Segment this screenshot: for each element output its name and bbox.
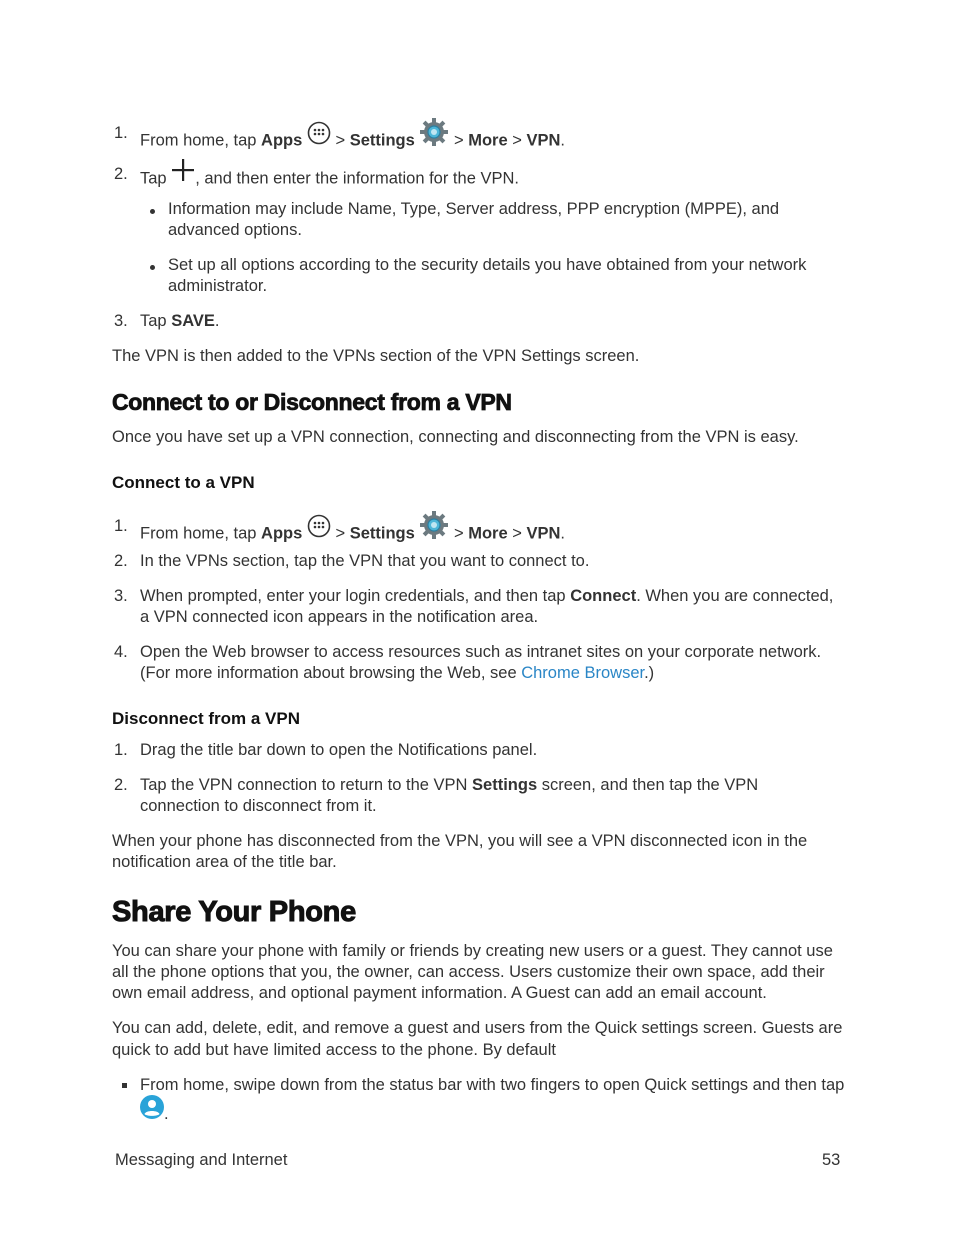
step-text: (For more information about browsing the Web, see — [140, 664, 522, 682]
separator: > — [507, 524, 527, 543]
step-text: screen, and then tap the VPN — [537, 776, 759, 794]
bullet-text: administrator. — [168, 277, 268, 295]
subsection-heading: Disconnect from a VPN — [112, 709, 300, 728]
chrome-browser-link[interactable]: Chrome Browser — [521, 664, 645, 682]
step-text: When prompted, enter your login credentials, and then tap — [140, 587, 571, 605]
settings-label: Settings — [349, 524, 415, 543]
step-text — [140, 775, 758, 796]
bullet-text: From home, swipe down from the status bar with two fingers to open Quick settings and then tap — [140, 1076, 845, 1094]
step-save-text — [140, 311, 220, 332]
period: . — [164, 1104, 169, 1123]
step-number: 2. — [114, 165, 128, 183]
period: . — [560, 131, 565, 150]
apps-grid-icon — [307, 514, 331, 544]
separator: > — [449, 131, 469, 150]
footer-section-label: Messaging and Internet — [115, 1151, 288, 1169]
section-heading: Connect to or Disconnect from a VPN — [112, 389, 512, 415]
paragraph: notification area of the title bar. — [112, 853, 337, 871]
paragraph: You can add, delete, edit, and remove a guest and users from the Quick settings screen. Guests are — [112, 1019, 843, 1037]
step-apps-path — [140, 516, 565, 552]
bullet-text: advanced options. — [168, 221, 302, 239]
step-text: Tap — [140, 312, 172, 330]
step-text: In the VPNs section, tap the VPN that you want to connect to. — [140, 552, 590, 570]
step-number: 2. — [114, 776, 128, 794]
step-apps-path — [140, 123, 565, 159]
bullet-text: Information may include Name, Type, Server address, PPP encryption (MPPE), and — [168, 200, 780, 218]
bullet-marker — [150, 209, 155, 214]
step-number: 1. — [114, 741, 128, 759]
more-label: More — [468, 131, 508, 150]
bullet-marker — [150, 265, 155, 270]
paragraph: all the phone options that you, the owner, can access. Users customize their own space, add their — [112, 963, 825, 981]
settings-gear-icon — [419, 510, 449, 546]
separator: > — [330, 524, 350, 543]
step-text: Drag the title bar down to open the Notifications panel. — [140, 741, 538, 759]
step-text: Tap — [140, 169, 172, 188]
step-number: 2. — [114, 552, 128, 570]
step-text: a VPN connected icon appears in the notification area. — [140, 608, 539, 626]
paragraph: quick to add but have limited access to the phone. By default — [112, 1041, 556, 1059]
settings-label: Settings — [472, 776, 538, 794]
step-add-text — [140, 164, 519, 194]
period: . — [214, 312, 220, 330]
settings-gear-icon — [419, 117, 449, 153]
step-text: connection to disconnect from it. — [140, 797, 377, 815]
subsection-heading: Connect to a VPN — [112, 473, 255, 492]
apps-grid-icon — [307, 121, 331, 151]
step-text: Open the Web browser to access resources such as intranet sites on your corporate network. — [140, 643, 822, 661]
paragraph: Once you have set up a VPN connection, connecting and disconnecting from the VPN is easy. — [112, 428, 799, 446]
bullet-text: Set up all options according to the security details you have obtained from your network — [168, 256, 807, 274]
separator: > — [507, 131, 527, 150]
connect-label: Connect — [570, 587, 637, 605]
step-text — [140, 663, 654, 684]
step-number: 3. — [114, 587, 128, 605]
step-text: Tap the VPN connection to return to the VPN — [140, 776, 473, 794]
step-number: 3. — [114, 312, 128, 330]
step-text: , and then enter the information for the VPN. — [195, 169, 519, 188]
apps-label: Apps — [261, 524, 303, 543]
apps-label: Apps — [261, 131, 303, 150]
bullet-marker — [122, 1083, 127, 1088]
step-number: 1. — [114, 517, 128, 535]
vpn-label: VPN — [526, 524, 561, 543]
step-text — [140, 586, 833, 607]
paragraph: When your phone has disconnected from the VPN, you will see a VPN disconnected icon in the — [112, 832, 808, 850]
step-text: .) — [644, 664, 655, 682]
paragraph: You can share your phone with family or friends by creating new users or a guest. They cannot use — [112, 942, 833, 960]
paragraph: own email address, and optional payment information. A Guest can add an email account. — [112, 984, 767, 1002]
vpn-label: VPN — [526, 131, 561, 150]
step-text: . When you are connected, — [636, 587, 834, 605]
paragraph: The VPN is then added to the VPNs section of the VPN Settings screen. — [112, 347, 640, 365]
step-number: 1. — [114, 124, 128, 142]
bullet-icon-line — [140, 1095, 169, 1126]
more-label: More — [468, 524, 508, 543]
step-text: From home, tap — [140, 131, 262, 150]
settings-label: Settings — [349, 131, 415, 150]
plus-icon — [171, 158, 195, 188]
step-number: 4. — [114, 643, 128, 661]
period: . — [560, 524, 565, 543]
step-text: From home, tap — [140, 524, 262, 543]
page-number: 53 — [822, 1151, 841, 1169]
save-label: SAVE — [171, 312, 215, 330]
page-heading: Share Your Phone — [112, 896, 356, 928]
user-account-icon — [140, 1095, 164, 1126]
separator: > — [330, 131, 350, 150]
separator: > — [449, 524, 469, 543]
